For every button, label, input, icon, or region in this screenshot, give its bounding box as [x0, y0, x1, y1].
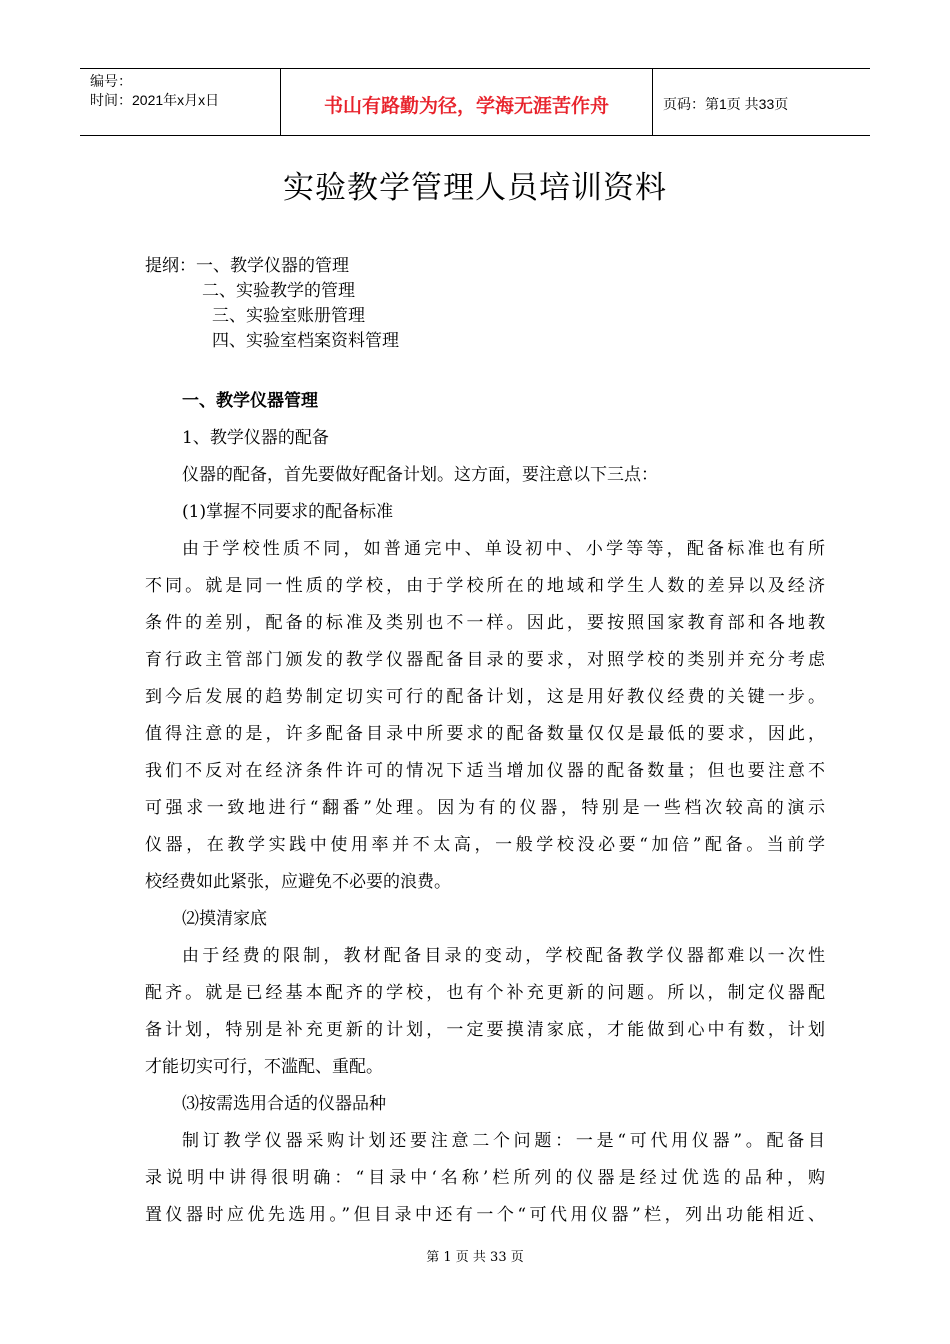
outline-line-2: 二、实验教学的管理: [202, 281, 355, 301]
page-footer: 第 1 页 共 33 页: [426, 1250, 524, 1265]
paragraph-line: 值得注意的是，许多配备目录中所要求的配备数量仅仅是最低的要求，因此，: [145, 724, 825, 744]
number-label: 编号：: [90, 73, 132, 89]
section-body: [145, 383, 825, 1234]
paragraph-line: 不同。就是同一性质的学校，由于学校所在的地域和学生人数的差异以及经济: [145, 576, 825, 596]
header-page-info: 页码：第1页 共33页: [663, 95, 789, 112]
paragraph-line: 条件的差别，配备的标准及类别也不一样。因此，要按照国家教育部和各地教: [145, 613, 825, 633]
paragraph-line: 我们不反对在经济条件许可的情况下适当增加仪器的配备数量；但也要注意不: [145, 761, 825, 781]
paragraph-line: 由于学校性质不同，如普通完中、单设初中、小学等等，配备标准也有所: [182, 539, 825, 559]
paragraph-line: 置仪器时应优先选用。”但目录中还有一个“可代用仪器”栏，列出功能相近、: [145, 1205, 825, 1225]
paragraph-line: 配齐。就是已经基本配齐的学校，也有个补充更新的问题。所以，制定仪器配: [145, 983, 825, 1003]
paragraph-line: 到今后发展的趋势制定切实可行的配备计划，这是用好教仪经费的关键一步。: [145, 687, 825, 707]
paragraph-line: 可强求一致地进行“翻番”处理。因为有的仪器，特别是一些档次较高的演示: [145, 798, 825, 818]
time-label: 时间：2021年x月x日: [90, 92, 220, 108]
paragraph-line: 校经费如此紧张，应避免不必要的浪费。: [145, 872, 451, 892]
paragraph-line: 育行政主管部门颁发的教学仪器配备目录的要求，对照学校的类别并充分考虑: [145, 650, 825, 670]
paragraph-line: 仪器，在教学实践中使用率并不太高，一般学校没必要“加倍”配备。当前学: [145, 835, 825, 855]
paragraph-line: 录说明中讲得很明确：“目录中‘名称’栏所列的仪器是经过优选的品种，购: [145, 1168, 825, 1188]
outline-line-4: 四、实验室档案资料管理: [212, 331, 399, 351]
item-3-title: ⑶按需选用合适的仪器品种: [182, 1094, 386, 1114]
outline-line-1: 提纲：一、教学仪器的管理: [145, 256, 349, 276]
paragraph-line: 才能切实可行，不滥配、重配。: [145, 1057, 383, 1077]
subsection-heading: 1、教学仪器的配备: [182, 428, 329, 448]
paragraph-line: 制订教学仪器采购计划还要注意二个问题：一是“可代用仪器”。配备目: [182, 1131, 825, 1151]
outline: [145, 254, 399, 354]
header-motto: 书山有路勤为径，学海无涯苦作舟: [281, 69, 653, 135]
item-1-title: (1)掌握不同要求的配备标准: [182, 502, 394, 522]
header-meta: [80, 69, 281, 135]
paragraph-line: 由于经费的限制，教材配备目录的变动，学校配备教学仪器都难以一次性: [182, 946, 825, 966]
outline-line-3: 三、实验室账册管理: [212, 306, 365, 326]
item-2-title: ⑵摸清家底: [182, 909, 267, 929]
document-title: 实验教学管理人员培训资料: [283, 170, 667, 206]
intro-paragraph: 仪器的配备，首先要做好配备计划。这方面，要注意以下三点：: [182, 465, 658, 485]
paragraph-line: 备计划，特别是补充更新的计划，一定要摸清家底，才能做到心中有数，计划: [145, 1020, 825, 1040]
section-heading: 一、教学仪器管理: [182, 391, 318, 411]
header-table: [80, 68, 870, 136]
